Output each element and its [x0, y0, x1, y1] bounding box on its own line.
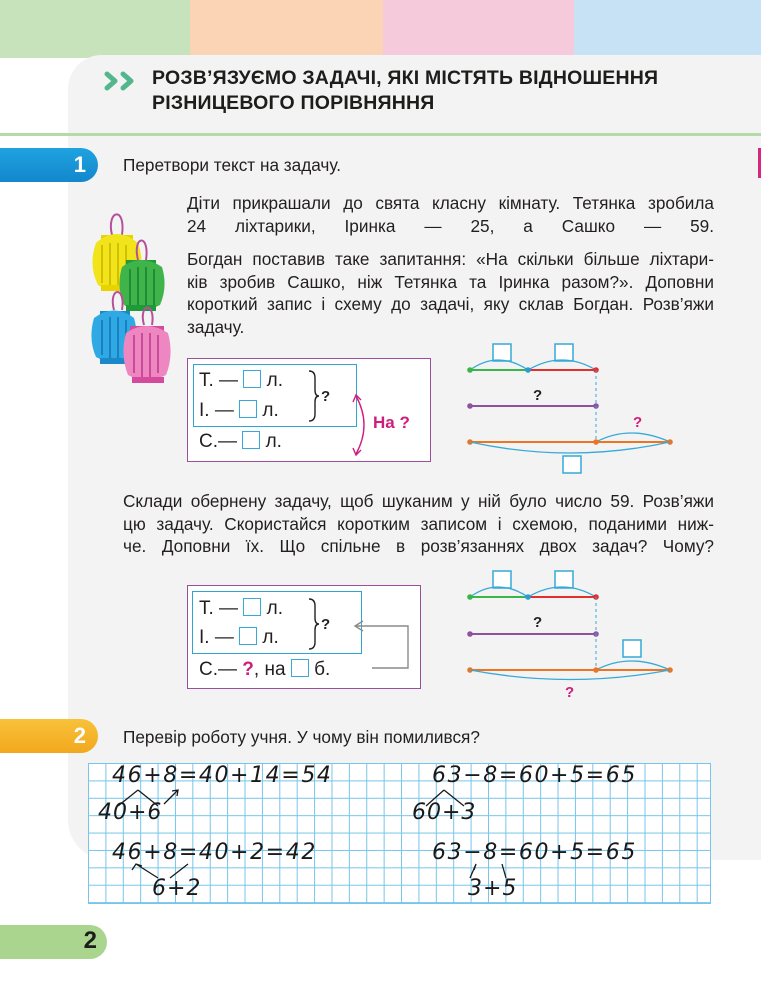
task-number-badge-2: 2	[0, 719, 98, 753]
record-row-sashko: С.— л.	[199, 431, 282, 452]
task-instruction: Перетвори текст на задачу.	[123, 155, 342, 175]
task2-instruction: Перевір роботу учня. У чому він помилився?	[123, 727, 480, 747]
brace-question-2: ?	[321, 616, 331, 633]
difference-label: На ?	[373, 413, 410, 432]
segment-scheme-1	[460, 338, 680, 478]
record-row-tetyanka: Т. — л.	[199, 370, 283, 391]
page-number: 2	[83, 927, 97, 954]
scheme1-question-right: ?	[633, 414, 643, 431]
task-number-badge: 1	[0, 148, 98, 182]
answer-box[interactable]	[239, 400, 257, 418]
header-strip-blue	[574, 0, 761, 58]
student-work-split-1: 40+6	[98, 800, 163, 825]
record-row-irynka: І. — л.	[199, 400, 279, 421]
paper-lanterns-illustration	[86, 205, 176, 395]
page-title: РОЗВ’ЯЗУЄМО ЗАДАЧІ, ЯКІ МІСТЯТЬ ВІДНОШЕННЯ РІЗНИЦЕВОГО ПОРІВНЯННЯ	[152, 67, 659, 114]
scheme1-question-middle: ?	[533, 387, 543, 404]
brace-icon	[308, 370, 320, 422]
record2-row-tetyanka: Т. — л.	[199, 598, 283, 619]
student-work-expression-2: 63−8=60+5=65	[432, 763, 637, 788]
return-arrow-icon	[352, 618, 412, 674]
student-work-split-3: 6+2	[152, 876, 202, 901]
student-work-expression-3: 46+8=40+2=42	[112, 840, 317, 865]
student-work-expression-4: 63−8=60+5=65	[432, 840, 637, 865]
header-strip-green	[0, 0, 190, 58]
task-text-paragraph-2: Богдан поставив таке запитання: «На скільки більше ліхтари- ків зробив Сашко, ніж Тетянка та Іринка разом?». Доповни короткий запис і схему до задачі, яку склав Богдан. Розв’яжи задачу.	[187, 249, 714, 337]
answer-box[interactable]	[243, 370, 261, 388]
answer-box[interactable]	[291, 659, 309, 677]
answer-box[interactable]	[243, 598, 261, 616]
student-work-split-4: 3+5	[468, 876, 518, 901]
answer-box[interactable]	[239, 627, 257, 645]
header-divider	[0, 133, 761, 136]
scheme2-question-bottom: ?	[565, 684, 575, 701]
student-work-expression-1: 46+8=40+14=54	[112, 763, 333, 788]
scheme2-question-middle: ?	[533, 614, 543, 631]
task-text-paragraph-1: Діти прикрашали до свята класну кімнату. Тетянка зробила 24 ліхтарики, Іринка — 25, а Сашко — 59.	[187, 193, 714, 236]
answer-box[interactable]	[242, 431, 260, 449]
task-text-paragraph-3: Склади обернену задачу, щоб шуканим у ній було число 59. Розв’яжи цю задачу. Скористайся коротким записом і схемою, поданими ниж- че. Доповни їх. Що спільне в розв’язаннях двох задач? Чому?	[123, 491, 714, 556]
brace-icon	[308, 598, 320, 650]
record2-row-irynka: І. — л.	[199, 627, 279, 648]
double-chevron-icon	[104, 71, 142, 91]
header-strip-peach	[190, 0, 383, 58]
header-strip-pink	[383, 0, 574, 58]
record2-row-sashko: С.— ?, на б.	[199, 659, 331, 680]
student-work-split-2: 60+3	[412, 800, 477, 825]
segment-scheme-2	[460, 565, 680, 695]
brace-question: ?	[321, 388, 331, 405]
page-number-badge	[0, 925, 107, 959]
